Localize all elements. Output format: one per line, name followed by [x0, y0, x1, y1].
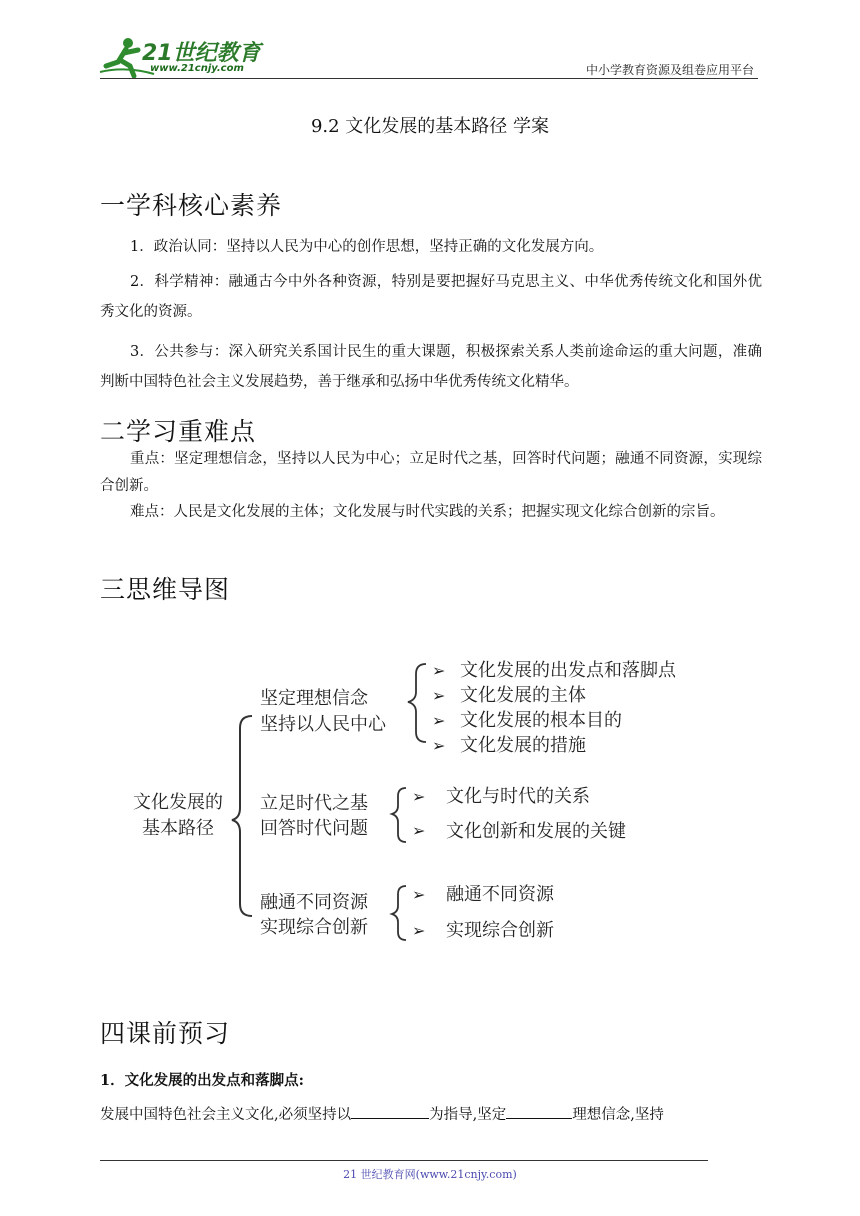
mindmap-branch-2-line-1: 立足时代之基 [260, 793, 368, 814]
core-literacy-item-1: 1．政治认同：坚持以人民为中心的创作思想，坚持正确的文化发展方向。 [130, 239, 604, 255]
mindmap-bullet: ➢ [412, 821, 426, 840]
mindmap-branch-2-brace [392, 788, 406, 842]
mindmap-bullet: ➢ [412, 787, 426, 806]
mindmap-leaf: 文化发展的主体 [460, 685, 586, 706]
preview-text-part-a: 发展中国特色社会主义文化,必须坚持以 [100, 1107, 352, 1123]
fill-blank-1[interactable] [351, 1102, 429, 1119]
section-heading-core-literacy: 一学科核心素养 [100, 191, 283, 220]
fill-blank-2[interactable] [506, 1102, 572, 1119]
preview-question-1-title: 1．文化发展的出发点和落脚点: [100, 1072, 304, 1089]
header-platform-name: 中小学教育资源及组卷应用平台 [585, 63, 754, 77]
mindmap-leaf: 文化发展的措施 [460, 735, 586, 756]
mindmap-leaf: 融通不同资源 [446, 884, 554, 905]
mindmap-main-brace [232, 716, 252, 916]
mindmap-branch-1-brace [408, 664, 426, 742]
preview-question-1-text [100, 1100, 762, 1130]
mindmap-bullet: ➢ [432, 661, 446, 680]
document-title: 9.2 文化发展的基本路径 学案 [310, 116, 550, 137]
core-literacy-item-3: 3．公共参与：深入研究关系国计民生的重大课题，积极探索关系人类前途命运的重大问题，准确判断中国特色社会主义发展趋势，善于继承和弘扬中华优秀传统文化精华。 [100, 344, 762, 390]
mindmap-branch-3-brace [392, 886, 406, 940]
logo-brand: 21世纪教育 [142, 41, 261, 66]
key-point-text: 重点：坚定理想信念，坚持以人民为中心；立足时代之基，回答时代问题；融通不同资源，实现综合创新。 [100, 451, 762, 494]
mindmap-branch-1-line-1: 坚定理想信念 [260, 688, 368, 709]
section-heading-preview: 四课前预习 [100, 1019, 231, 1048]
mind-map [100, 628, 760, 958]
mindmap-bullet: ➢ [412, 921, 426, 940]
footer-divider [100, 1160, 708, 1161]
preview-text-part-c: 理想信念,坚持 [572, 1107, 664, 1123]
section-heading-key-points: 二学习重难点 [100, 417, 257, 446]
mindmap-bullet: ➢ [432, 686, 446, 705]
mindmap-branch-3-line-1: 融通不同资源 [260, 892, 368, 913]
section-heading-mind-map: 三思维导图 [100, 575, 231, 604]
mindmap-leaf: 文化创新和发展的关键 [446, 821, 626, 842]
preview-text-part-b: 为指导,坚定 [429, 1107, 507, 1123]
mindmap-bullet: ➢ [432, 736, 446, 755]
footer-source: 21 世纪教育网(www.21cnjy.com) [343, 1168, 517, 1181]
header-divider [100, 78, 758, 79]
mindmap-branch-1-line-2: 坚持以人民中心 [260, 714, 386, 735]
mindmap-bullet: ➢ [412, 885, 426, 904]
logo-url: www.21cnjy.com [150, 63, 244, 74]
mindmap-branch-2-line-2: 回答时代问题 [260, 818, 368, 839]
mindmap-branch-3-line-2: 实现综合创新 [260, 917, 368, 938]
mindmap-root-line-2: 基本路径 [142, 818, 214, 839]
mindmap-leaf: 文化发展的根本目的 [460, 710, 622, 731]
mindmap-root-line-1: 文化发展的 [133, 792, 223, 813]
mindmap-leaf: 实现综合创新 [446, 920, 554, 941]
core-literacy-item-2: 2．科学精神：融通古今中外各种资源，特别是要把握好马克思主义、中华优秀传统文化和国外优秀文化的资源。 [100, 274, 762, 320]
difficult-point-text: 难点：人民是文化发展的主体；文化发展与时代实践的关系；把握实现文化综合创新的宗旨。 [130, 504, 725, 520]
mindmap-bullet: ➢ [432, 711, 446, 730]
mindmap-leaf: 文化与时代的关系 [446, 786, 590, 807]
mindmap-leaf: 文化发展的出发点和落脚点 [460, 660, 676, 681]
